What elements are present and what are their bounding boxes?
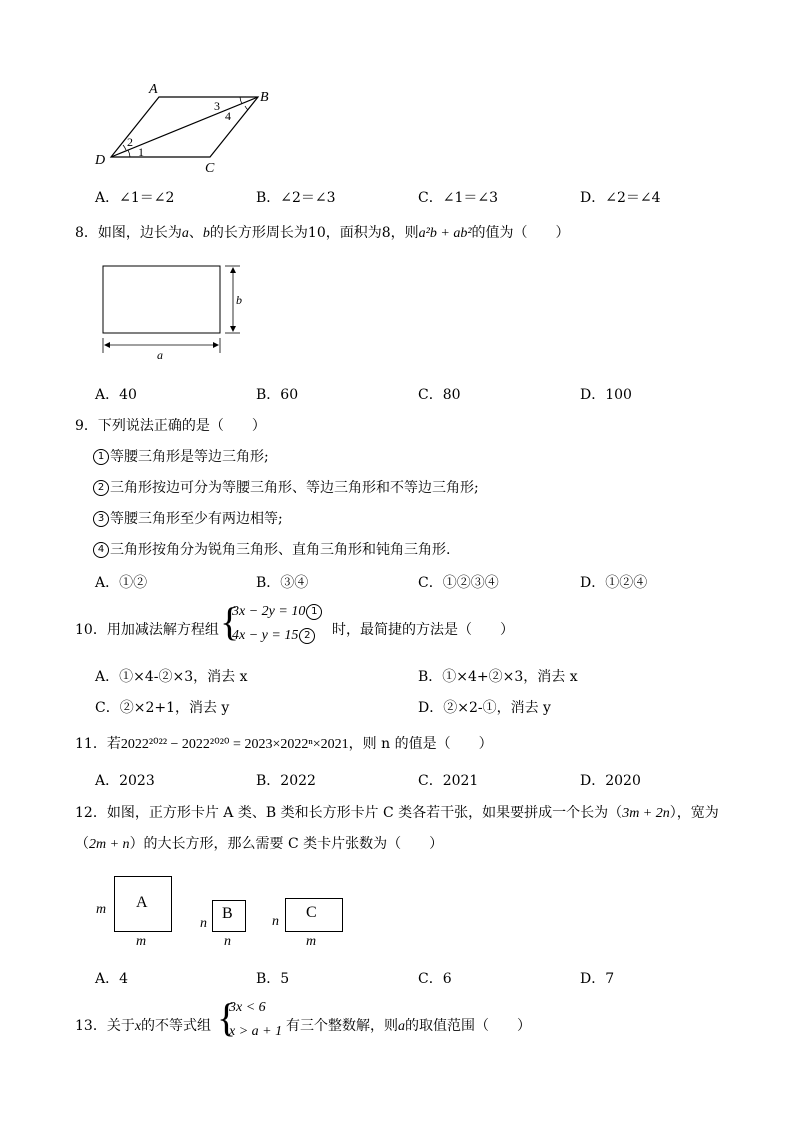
q13-var-x: x	[134, 1019, 142, 1034]
q7-option-c[interactable]: C．∠1＝∠3	[418, 190, 498, 206]
q9-option-a[interactable]: A．①②	[95, 575, 148, 591]
q12-option-d[interactable]: D．7	[580, 971, 615, 987]
q9-item-2	[92, 477, 479, 497]
q8-option-c[interactable]: C．80	[418, 387, 461, 403]
q7-option-d[interactable]: D．∠2＝∠4	[580, 190, 661, 206]
q10-eq2-text: 4x − y = 15	[232, 628, 299, 644]
q9-item-3-num: 3	[93, 511, 109, 527]
q8-var-b: b	[202, 226, 210, 241]
q8-sep: 、	[188, 225, 203, 241]
q10-eq2	[232, 628, 316, 644]
card-b-label: B	[222, 905, 233, 922]
q8-fig-a: a	[157, 348, 163, 362]
card-a-label: A	[136, 894, 148, 911]
q13-ineq1: 3x < 6	[229, 1000, 266, 1015]
q7-option-b[interactable]: B．∠2＝∠3	[256, 190, 336, 206]
q8-stem-post: 的值为（ ）	[471, 225, 570, 241]
label-3: 3	[214, 99, 220, 113]
q8-expr: a²b + ab²	[418, 226, 472, 241]
q11-stem-pre: 11．若	[75, 736, 121, 752]
q7-option-a[interactable]: A．∠1＝∠2	[95, 190, 175, 206]
q13-stem-pre: 13．关于	[75, 1018, 135, 1034]
q10-option-c[interactable]: C．②×2+1，消去 y	[95, 700, 230, 716]
q8-stem	[75, 222, 570, 242]
q9-item-3-text: 等腰三角形至少有两边相等;	[110, 511, 283, 527]
q11-stem	[75, 733, 493, 753]
q12-option-c[interactable]: C．6	[418, 971, 452, 987]
card-c-bottom: m	[306, 934, 317, 949]
label-b: B	[260, 90, 269, 105]
q9-option-c[interactable]: C．①②③④	[418, 575, 499, 591]
q10-stem-post: 时，最简捷的方法是（ ）	[332, 622, 514, 638]
q11-option-d[interactable]: D．2020	[580, 773, 641, 789]
q9-option-d[interactable]: D．①②④	[580, 575, 648, 591]
q9-item-4	[92, 539, 450, 559]
q9-item-4-num: 4	[93, 542, 109, 558]
q9-item-3	[92, 508, 283, 528]
q9-item-1-num: 1	[93, 449, 109, 465]
q12-line2-post: ）的大长方形，那么需要 C 类卡片张数为（ ）	[129, 836, 444, 852]
q8-var-a: a	[181, 226, 189, 241]
q8-rectangle	[103, 266, 220, 333]
q8-option-b[interactable]: B．60	[256, 387, 299, 403]
q12-wid: 2m + n	[89, 837, 130, 852]
q10-eq1-num: 1	[306, 604, 322, 620]
q13-ineq2: x > a + 1	[229, 1024, 283, 1039]
label-a: A	[149, 82, 158, 97]
q12-line1	[75, 802, 719, 822]
label-c: C	[205, 161, 215, 176]
q8-stem-pre: 8．如图，边长为	[75, 225, 182, 241]
q9-option-b[interactable]: B．③④	[256, 575, 309, 591]
card-a-side: m	[96, 902, 107, 917]
q11-option-c[interactable]: C．2021	[418, 773, 479, 789]
q12-line2	[75, 833, 443, 853]
angle-arc-d	[128, 150, 130, 157]
q9-item-1	[92, 446, 269, 466]
q11-expr: 2022²⁰²² − 2022²⁰²⁰ = 2023×2022ⁿ×2021	[120, 737, 349, 752]
q11-option-b[interactable]: B．2022	[256, 773, 316, 789]
q10-eq2-num: 2	[299, 628, 315, 644]
q8-fig-b: b	[236, 293, 242, 307]
q10-eq1	[232, 604, 323, 620]
label-d: D	[95, 153, 106, 168]
q10-option-b[interactable]: B．①×4+②×3，消去 x	[418, 669, 578, 685]
q7-parallelogram-figure	[90, 80, 290, 180]
q9-item-1-text: 等腰三角形是等边三角形;	[110, 449, 269, 465]
q13-stem-a	[75, 1015, 211, 1035]
q8-option-d[interactable]: D．100	[580, 387, 632, 403]
q12-option-b[interactable]: B．5	[256, 971, 290, 987]
angle-arc-b2	[245, 106, 248, 110]
q13-var-a: a	[398, 1019, 405, 1034]
q11-stem-post: ，则 n 的值是（ ）	[348, 736, 493, 752]
q8-option-a[interactable]: A．40	[95, 387, 137, 403]
label-1: 1	[138, 145, 144, 159]
q9-item-4-text: 三角形按角分为锐角三角形、直角三角形和钝角三角形.	[110, 542, 451, 558]
card-b-side: n	[200, 916, 207, 931]
card-c-side: n	[272, 914, 279, 929]
label-4: 4	[225, 109, 231, 123]
angle-arc-d2	[123, 145, 126, 150]
q10-eq1-text: 3x − 2y = 10	[232, 604, 306, 620]
q13-stem-post: 的取值范围（ ）	[405, 1018, 531, 1034]
angle-arc-b	[240, 97, 242, 104]
q9-stem: 9．下列说法正确的是（ ）	[75, 418, 266, 434]
q10-brace: {	[220, 599, 240, 644]
q8-stem-mid3: ，则	[390, 225, 419, 241]
q10-stem-pre: 10．用加减法解方程组	[75, 622, 219, 638]
q8-stem-mid2: ，面积为	[325, 225, 382, 241]
q13-stem-mid: 的不等式组	[141, 1018, 212, 1034]
q8-rectangle-figure	[95, 258, 255, 363]
q10-option-a[interactable]: A．①×4-②×3，消去 x	[95, 669, 248, 685]
q12-option-a[interactable]: A．4	[95, 971, 129, 987]
card-b-bottom: n	[224, 934, 231, 949]
q9-item-2-text: 三角形按边可分为等腰三角形、等边三角形和不等边三角形;	[110, 480, 479, 496]
card-c-label: C	[306, 904, 317, 921]
q10-option-d[interactable]: D．②×2-①，消去 y	[418, 700, 551, 716]
q9-item-2-num: 2	[93, 480, 109, 496]
q12-line1-post: ），宽为	[669, 805, 719, 821]
q13-brace: {	[217, 995, 237, 1040]
label-2: 2	[127, 135, 133, 149]
q8-area: 8	[381, 225, 391, 241]
q8-perimeter: 10	[307, 225, 326, 241]
card-a-bottom: m	[136, 934, 147, 949]
q11-option-a[interactable]: A．2023	[95, 773, 155, 789]
q12-line2-pre: （	[75, 836, 89, 852]
q13-stem-b	[286, 1015, 531, 1035]
diagonal-db	[111, 97, 258, 157]
q12-line1-pre: 12．如图，正方形卡片 A 类、B 类和长方形卡片 C 类各若干张，如果要拼成一个长为（	[75, 805, 623, 821]
q13-stem-mid2: 有三个整数解，则	[286, 1018, 398, 1034]
q8-stem-mid: 的长方形周长为	[209, 225, 308, 241]
q12-len: 3m + 2n	[622, 806, 670, 821]
